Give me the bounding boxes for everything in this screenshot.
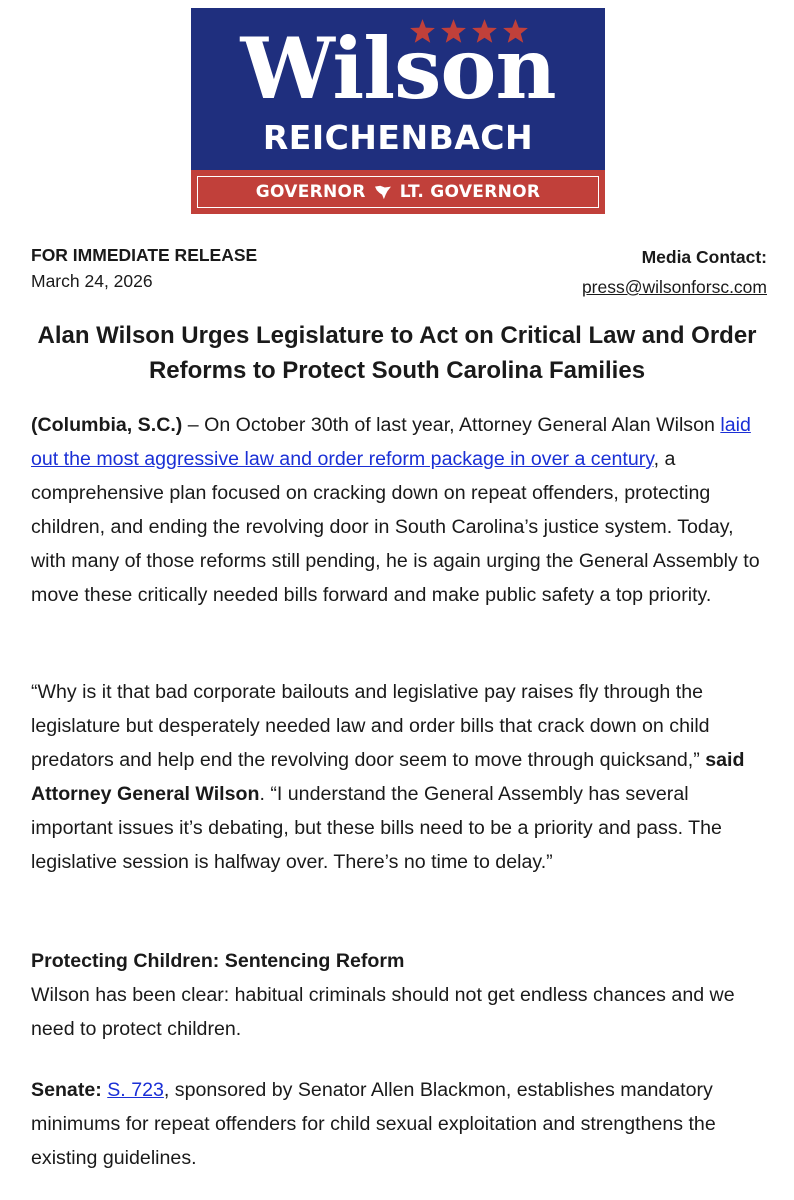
logo-office-governor: GOVERNOR [255,182,366,202]
logo-red-panel [191,170,605,214]
intro-text-2: , a comprehensive plan focused on cracking down on repeat offenders, protecting children, and ending the revolving door in South Carolina’s justice system. Today, with many of those reforms still pending, he is again urging the General Assembly to move these critically needed bills forward and make public safety a top priority. [31,448,760,606]
logo-blue-panel [191,8,605,170]
senate-label: Senate: [31,1079,102,1101]
campaign-logo [191,8,605,214]
palmetto-state-icon [374,184,392,200]
logo-running-mate: REICHENBACH [262,118,534,157]
section-protecting-children [31,944,771,1046]
logo-office-lt-governor: LT. GOVERNOR [399,182,541,202]
logo-name: Wilson [240,19,556,118]
bill-s723-link[interactable]: S. 723 [107,1079,164,1101]
senate-text: , sponsored by Senator Allen Blackmon, establishes mandatory minimums for repeat offenders for child sexual exploitation and strengthens the existing guidelines. [31,1079,716,1169]
section-heading: Protecting Children: Sentencing Reform [31,950,405,972]
release-date: March 24, 2026 [31,271,153,291]
paragraph-quote [31,675,771,879]
intro-text-1: – On October 30th of last year, Attorney General Alan Wilson [182,414,721,436]
logo-office-banner [197,176,599,208]
section-text: Wilson has been clear: habitual criminals should not get endless chances and we need to protect children. [31,984,735,1040]
paragraph-intro [31,408,771,612]
media-email-link[interactable]: press@wilsonforsc.com [581,277,767,297]
media-contact-label: Media Contact: [641,247,767,267]
quote-part-1: “Why is it that bad corporate bailouts and legislative pay raises fly through the legislature but desperately needed law and order bills that crack down on child predators and help end the revolving door seem to move through quicksand,” [31,681,710,771]
release-label: FOR IMMEDIATE RELEASE [31,245,258,265]
reform-package-link[interactable]: laid out the most aggressive law and order reform package in over a century [31,414,751,470]
dateline: (Columbia, S.C.) [31,414,183,436]
paragraph-senate [31,1073,771,1175]
headline: Alan Wilson Urges Legislature to Act on Critical Law and Order Reforms to Protect South Carolina Families [37,322,757,384]
quote-attribution: said Attorney General Wilson [31,749,745,805]
quote-part-2: . “I understand the General Assembly has several important issues it’s debating, but these bills need to be a priority and pass. The legislative session is halfway over. There’s no time to delay.” [31,783,722,873]
